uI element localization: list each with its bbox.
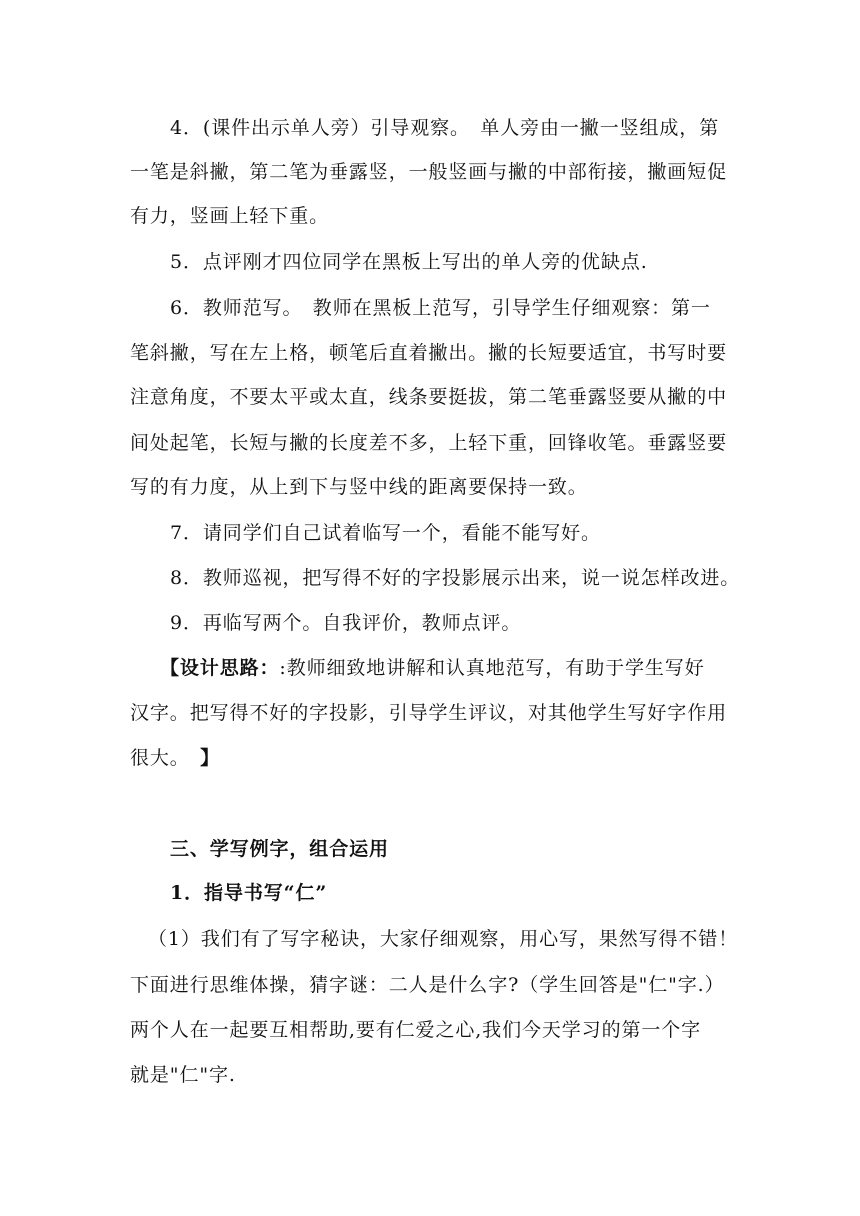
body-paragraph-line-2: 下面进行思维体操，猜字谜：二人是什么字?（学生回答是"仁"字.） (130, 974, 725, 996)
paragraph-6-line-4: 间处起笔，长短与撇的长度差不多，上轻下重，回锋收笔。垂露竖要 (130, 432, 728, 454)
section-subheading: 1．指导书写“仁” (170, 882, 328, 904)
design-note-text-1: :教师细致地讲解和认真地范写，有助于学生写好 (279, 657, 705, 679)
paragraph-9: 9．再临写两个。自我评价，教师点评。 (170, 612, 522, 634)
paragraph-6-line-1: 6．教师范写。 教师在黑板上范写，引导学生仔细观察：第一 (170, 297, 711, 319)
body-paragraph-line-4: 就是"仁"字. (130, 1064, 236, 1086)
paragraph-7: 7．请同学们自己试着临写一个，看能不能写好。 (170, 522, 601, 544)
body-paragraph-line-3: 两个人在一起要互相帮助,要有仁爱之心,我们今天学习的第一个字 (130, 1019, 702, 1041)
design-note-close-bracket: 】 (200, 747, 221, 769)
design-note-line-1 (160, 656, 730, 680)
paragraph-6-line-2: 笔斜撇，写在左上格，顿笔后直着撇出。撇的长短要适宜，书写时要 (130, 342, 728, 364)
design-note-text-3: 很大。 (130, 747, 181, 769)
paragraph-5: 5．点评刚才四位同学在黑板上写出的单人旁的优缺点. (170, 251, 648, 273)
paragraph-8: 8．教师巡视，把写得不好的字投影展示出来，说一说怎样改进。 (170, 567, 741, 589)
paragraph-6-line-3: 注意角度，不要太平或太直，线条要挺拔，第二笔垂露竖要从撇的中 (130, 386, 728, 408)
paragraph-4-line-3: 有力，竖画上轻下重。 (130, 205, 330, 227)
design-note-line-3 (130, 746, 730, 770)
design-note-line-2: 汉字。把写得不好的字投影，引导学生评议，对其他学生写好字作用 (130, 702, 728, 724)
section-heading: 三、学写例字，组合运用 (170, 838, 389, 860)
design-note-label: 【设计思路： (160, 657, 280, 679)
paragraph-6-line-5: 写的有力度，从上到下与竖中线的距离要保持一致。 (130, 476, 588, 498)
body-paragraph-line-1: （1）我们有了写字秘诀，大家仔细观察，用心写，果然写得不错！ (148, 928, 739, 950)
paragraph-4-line-2: 一笔是斜撇，第二笔为垂露竖，一般竖画与撇的中部衔接，撇画短促 (130, 161, 728, 183)
paragraph-4-line-1: 4．(课件出示单人旁）引导观察。 单人旁由一撇一竖组成，第 (170, 117, 720, 139)
